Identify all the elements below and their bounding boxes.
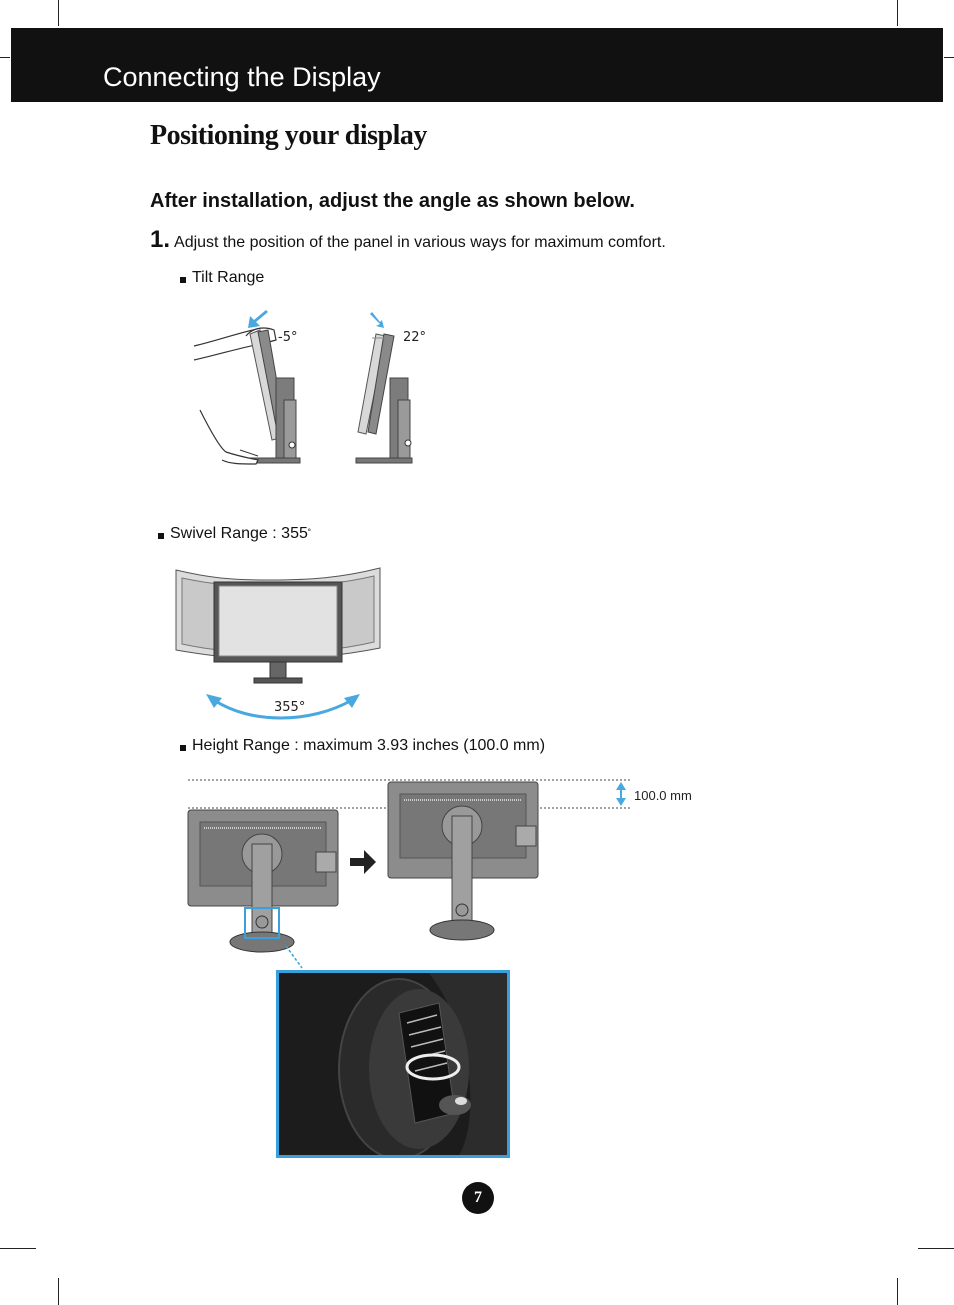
height-range-label xyxy=(180,737,545,755)
swivel-angle: 355° xyxy=(274,700,306,715)
crop-mark xyxy=(918,1248,954,1249)
stand-lock-pin-illustration xyxy=(279,973,507,1155)
right-arrow-icon xyxy=(350,850,376,874)
tilt-back-arrow-icon xyxy=(248,310,268,328)
stand-lock-pin-photo xyxy=(276,970,510,1158)
height-range-text: Height Range : maximum 3.93 inches (100.0 mm) xyxy=(192,737,546,754)
crop-mark xyxy=(0,57,10,58)
crop-mark xyxy=(897,0,898,26)
swivel-range-text: Swivel Range : 355 xyxy=(170,525,308,542)
bullet-icon xyxy=(180,277,186,283)
tilt-range-label xyxy=(180,269,264,287)
crop-mark xyxy=(58,0,59,26)
tilt-back-monitor xyxy=(194,328,300,464)
page-number: 7 xyxy=(462,1182,494,1214)
section-title: Positioning your display xyxy=(150,120,427,151)
tilt-forward-monitor xyxy=(356,334,412,463)
crop-mark xyxy=(944,57,954,58)
swivel-range-label xyxy=(158,525,311,543)
tilt-forward-angle: 22° xyxy=(403,330,427,345)
tilt-forward-arrow-icon xyxy=(370,312,384,328)
degree-mark: ˚ xyxy=(307,528,312,540)
bullet-icon xyxy=(158,533,164,539)
height-dimension-label: 100.0 mm xyxy=(634,788,692,803)
crop-mark xyxy=(0,1248,36,1249)
step-number: 1. xyxy=(150,226,171,253)
step-text: Adjust the position of the panel in various ways for maximum comfort. xyxy=(174,234,666,251)
header-title: Connecting the Display xyxy=(103,62,381,92)
tilt-range-text: Tilt Range xyxy=(192,269,265,286)
intro-heading: After installation, adjust the angle as shown below. xyxy=(150,190,635,212)
height-figure xyxy=(180,770,640,970)
tilt-figure xyxy=(190,300,440,470)
monitor-raised xyxy=(388,782,538,940)
crop-mark xyxy=(58,1278,59,1305)
step-1 xyxy=(150,226,666,254)
crop-mark xyxy=(897,1278,898,1305)
bullet-icon xyxy=(180,745,186,751)
tilt-back-angle: -5° xyxy=(278,330,298,345)
monitor-lowered xyxy=(188,810,338,952)
